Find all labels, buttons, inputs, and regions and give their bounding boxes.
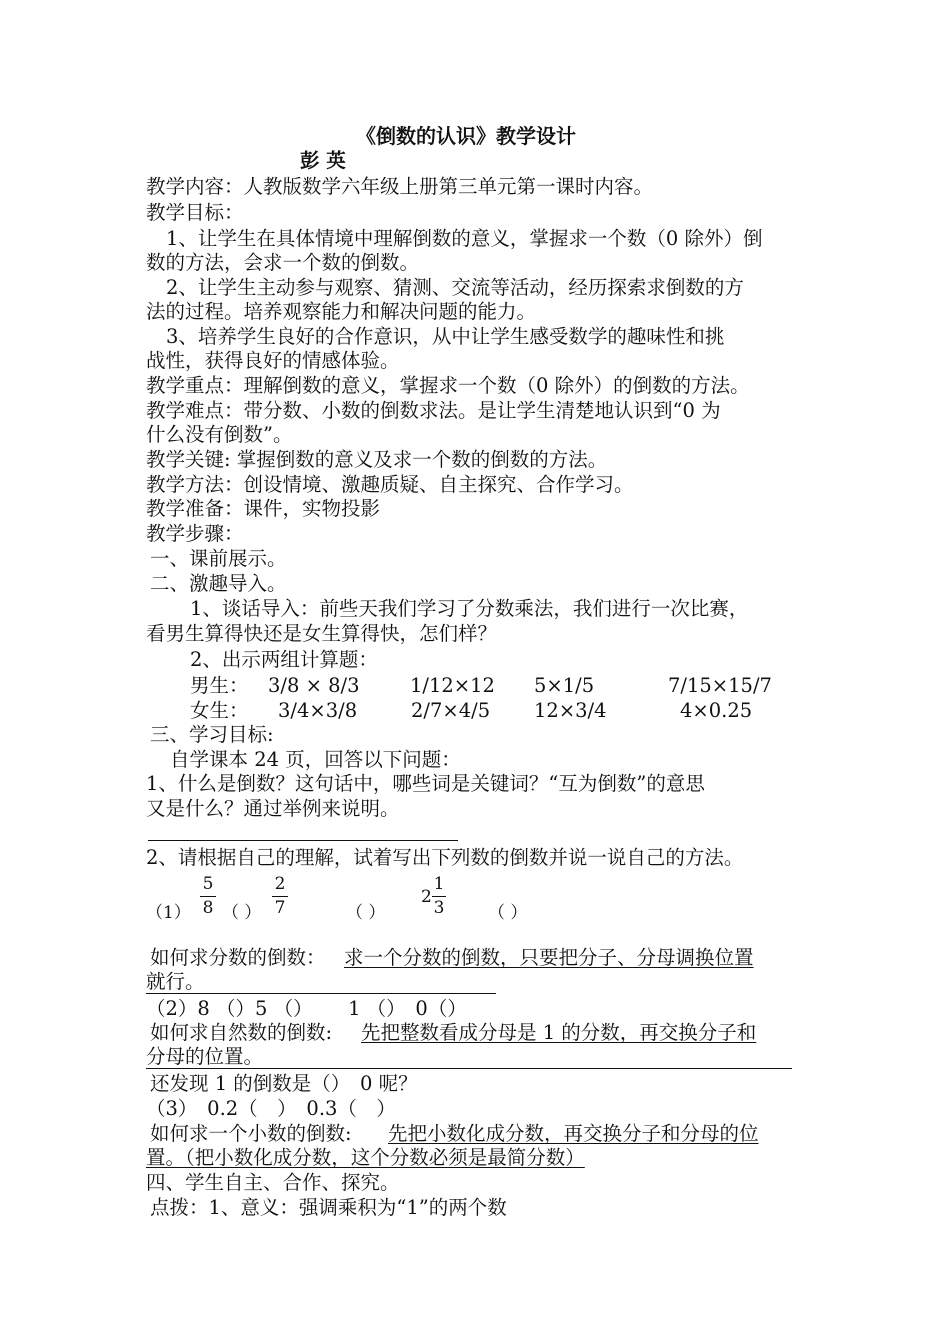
question-1-line-1: 1、什么是倒数？这句话中，哪些词是关键词？“互为倒数”的意思: [146, 772, 705, 795]
girls-problem: 4×0.25: [680, 699, 753, 722]
natural-reciprocal-answer: 先把整数看成分母是 1 的分数，再交换分子和: [361, 1021, 757, 1044]
mixed-number-whole: 2: [421, 887, 432, 907]
goal-3-line-1: 3、培养学生良好的合作意识，从中让学生感受数学的趣味性和挑: [166, 325, 725, 348]
part-3: （3） 0.2（ ） 0.3（ ）: [146, 1097, 396, 1120]
boys-problem: 3/8 × 8/3: [268, 674, 360, 697]
problems-heading: 2、出示两组计算题：: [190, 648, 378, 671]
part-1-label: （1）: [146, 903, 191, 923]
fraction-numerator: 2: [274, 874, 286, 894]
fraction-denominator: 3: [433, 898, 445, 918]
girls-problem: 3/4×3/8: [278, 699, 358, 722]
goal-1-line-2: 数的方法，会求一个数的倒数。: [146, 251, 420, 274]
goal-2-line-1: 2、让学生主动参与观察、猜测、交流等活动，经历探索求倒数的方: [166, 276, 744, 299]
fraction-reciprocal-answer: 求一个分数的倒数，只要把分子、分母调换位置: [344, 946, 754, 969]
natural-reciprocal-prompt: 如何求自然数的倒数:: [150, 1021, 333, 1044]
difficulty-line-2: 什么没有倒数”。: [146, 423, 293, 446]
boys-problem: 5×1/5: [534, 674, 595, 697]
fraction-reciprocal-answer-end: 就行。: [146, 970, 205, 993]
decimal-reciprocal-answer-end: 置。（把小数化成分数，这个分数必须是最简分数）: [146, 1146, 585, 1169]
key-point: 教学重点：理解倒数的意义，掌握求一个数（0 除外）的倒数的方法。: [146, 374, 750, 397]
fraction-bar: [200, 896, 216, 897]
talk-intro-line-2: 看男生算得快还是女生算得快，怎们样？: [146, 622, 498, 645]
crux: 教学关键: 掌握倒数的意义及求一个数的倒数的方法。: [146, 448, 608, 471]
self-study: 自学课本 24 页，回答以下问题：: [170, 748, 461, 771]
girls-problem: 2/7×4/5: [411, 699, 491, 722]
fraction-bar: [432, 896, 446, 897]
decimal-reciprocal-answer: 先把小数化成分数，再交换分子和分母的位: [388, 1122, 759, 1145]
answer-blank: （ ）: [222, 903, 262, 923]
girls-label: 女生：: [190, 699, 249, 722]
talk-intro-line-1: 1、谈话导入：前些天我们学习了分数乘法，我们进行一次比赛，: [190, 597, 749, 620]
answer-line: [148, 840, 458, 841]
goal-1-line-1: 1、让学生在具体情境中理解倒数的意义，掌握求一个数（0 除外）倒: [166, 227, 763, 250]
one-and-zero-question: 还发现 1 的倒数是（） 0 呢？: [150, 1072, 418, 1095]
step-2: 二、激趣导入。: [150, 572, 287, 595]
teaching-content: 教学内容：人教版数学六年级上册第三单元第一课时内容。: [146, 175, 654, 198]
boys-problem: 1/12×12: [410, 674, 495, 697]
goal-2-line-2: 法的过程。培养观察能力和解决问题的能力。: [146, 300, 537, 323]
part-2: （2）8 （）5 （） 1 （） 0（）: [146, 997, 467, 1020]
fraction-denominator: 7: [274, 898, 286, 918]
fraction-5-8: [200, 874, 216, 918]
goals-heading: 教学目标：: [146, 201, 244, 224]
girls-problem: 12×3/4: [534, 699, 607, 722]
fraction-bar: [272, 896, 288, 897]
answer-blank: （ ）: [488, 903, 528, 923]
step-3: 三、学习目标:: [150, 723, 274, 746]
hint: 点拨：1、意义：强调乘积为“1”的两个数: [150, 1196, 507, 1219]
boys-problem: 7/15×15/7: [668, 674, 772, 697]
boys-label: 男生：: [190, 674, 249, 697]
fraction-numerator: 1: [433, 874, 445, 894]
author-name: 彭 英: [300, 149, 346, 172]
step-4: 四、学生自主、合作、探究。: [146, 1171, 400, 1194]
natural-reciprocal-answer-end: 分母的位置。: [146, 1045, 264, 1068]
fraction-denominator: 8: [202, 898, 214, 918]
fraction-numerator: 5: [202, 874, 214, 894]
methods: 教学方法：创设情境、激趣质疑、自主探究、合作学习。: [146, 473, 634, 496]
difficulty-line-1: 教学难点：带分数、小数的倒数求法。是让学生清楚地认识到“0 为: [146, 399, 721, 422]
fraction-1-3: [432, 874, 446, 918]
question-1-line-2: 又是什么？通过举例来说明。: [146, 797, 400, 820]
underline: [146, 1068, 792, 1069]
goal-3-line-2: 战性，获得良好的情感体验。: [146, 349, 400, 372]
steps-heading: 教学步骤：: [146, 522, 244, 545]
document-title: 《倒数的认识》教学设计: [356, 124, 576, 148]
question-2: 2、请根据自己的理解，试着写出下列数的倒数并说一说自己的方法。: [146, 846, 744, 869]
step-1: 一、课前展示。: [150, 547, 287, 570]
preparation: 教学准备：课件，实物投影: [146, 497, 381, 520]
decimal-reciprocal-prompt: 如何求一个小数的倒数:: [150, 1122, 352, 1145]
fraction-2-7: [272, 874, 288, 918]
fraction-reciprocal-prompt: 如何求分数的倒数：: [150, 946, 326, 969]
answer-blank: （ ）: [346, 903, 386, 923]
underline: [146, 993, 496, 994]
